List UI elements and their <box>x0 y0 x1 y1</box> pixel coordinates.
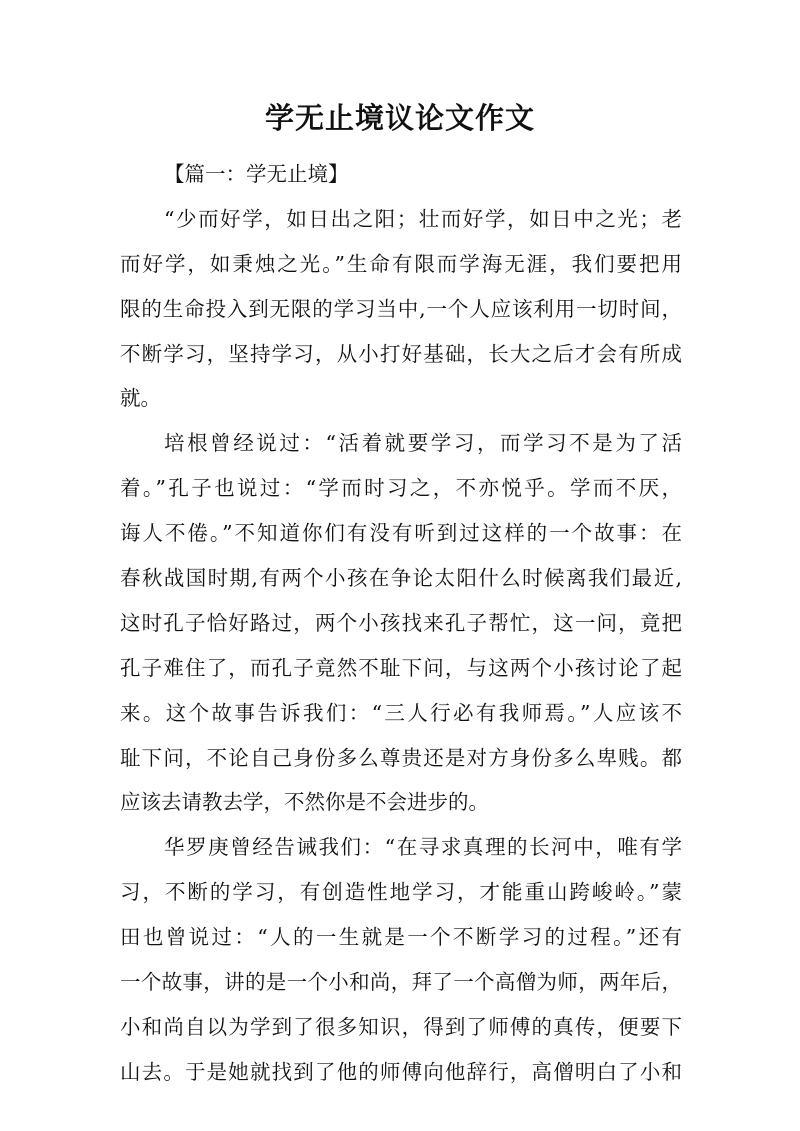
section-heading: 【篇一：学无止境】 <box>164 162 349 186</box>
paragraph-1-line-2: 而好学，如秉烛之光。”生命有限而学海无涯，我们要把用 <box>120 251 682 276</box>
paragraph-1-line-1: “少而好学，如日出之阳；壮而好学，如日中之光；老 <box>164 206 682 231</box>
paragraph-3-line-6: 山去。于是她就找到了他的师傅向他辞行，高僧明白了小和 <box>120 1059 682 1084</box>
paragraph-3-line-5: 小和尚自以为学到了很多知识，得到了师傅的真传，便要下 <box>120 1014 682 1039</box>
paragraph-2-line-8: 耻下问，不论自己身份多么尊贵还是对方身份多么卑贱。都 <box>120 745 682 770</box>
paragraph-1-line-3: 限的生命投入到无限的学习当中,一个人应该利用一切时间， <box>120 296 682 321</box>
document-body <box>120 152 682 1095</box>
paragraph-1-line-5: 就。 <box>120 386 161 411</box>
paragraph-1-line-4: 不断学习，坚持学习，从小打好基础，长大之后才会有所成 <box>120 341 682 366</box>
paragraph-2-line-2: 着。”孔子也说过：“学而时习之，不亦悦乎。学而不厌， <box>120 476 682 501</box>
paragraph-2-line-5: 这时孔子恰好路过，两个小孩找来孔子帮忙，这一问，竟把 <box>120 610 682 635</box>
paragraph-2-line-9: 应该去请教去学，不然你是不会进步的。 <box>120 790 489 815</box>
paragraph-3-line-2: 习，不断的学习，有创造性地学习，才能重山跨峻岭。”蒙 <box>120 880 682 905</box>
paragraph-2-line-6: 孔子难住了，而孔子竟然不耻下问，与这两个小孩讨论了起 <box>120 655 682 680</box>
document-title: 学无止境议论文作文 <box>264 101 535 135</box>
paragraph-2-line-1: 培根曾经说过：“活着就要学习，而学习不是为了活 <box>164 431 682 456</box>
paragraph-2-line-3: 诲人不倦。”不知道你们有没有听到过这样的一个故事：在 <box>120 521 682 546</box>
paragraph-2-line-7: 来。这个故事告诉我们：“三人行必有我师焉。”人应该不 <box>120 700 682 725</box>
paragraph-3-line-1: 华罗庚曾经告诫我们：“在寻求真理的长河中，唯有学 <box>164 835 682 860</box>
paragraph-3-line-3: 田也曾说过：“人的一生就是一个不断学习的过程。”还有 <box>120 925 682 950</box>
paragraph-3-line-4: 一个故事，讲的是一个小和尚，拜了一个高僧为师，两年后， <box>120 970 682 995</box>
paragraph-2-line-4: 春秋战国时期,有两个小孩在争论太阳什么时候离我们最近, <box>120 566 682 591</box>
